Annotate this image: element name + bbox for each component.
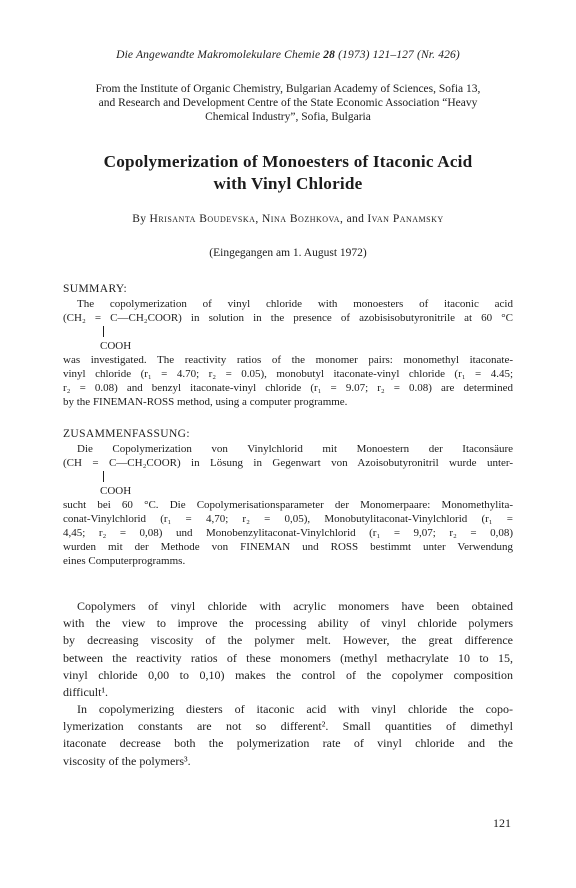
title-line: with Vinyl Chloride — [213, 174, 363, 193]
title-line: Copolymerization of Monoesters of Itaconic Acid — [103, 152, 473, 171]
formula-cooh: COOH — [100, 485, 132, 497]
zusammenfassung-abstract — [63, 442, 513, 568]
abstract-line: was investigated. The reactivity ratios of the monomer pairs: monomethyl itaconate- — [63, 354, 513, 366]
affiliation-line: From the Institute of Organic Chemistry, Bulgarian Academy of Sciences, Sofia 13, — [95, 83, 481, 95]
received-date: (Eingegangen am 1. August 1972) — [209, 247, 367, 259]
affiliation-line: and Research and Development Centre of the State Economic Association “Heavy — [98, 97, 478, 109]
abstract-line: 4,45; r₂ = 0,08) und Monobenzylitaconat-Vinylchlorid (r₁ = 9,07; r₂ = 0,08) — [63, 527, 513, 539]
author-name: Hrisanta Boudevska, — [149, 213, 259, 225]
summary-abstract — [63, 297, 513, 409]
abstract-line: r₂ = 0.08) and benzyl itaconate-vinyl chloride (r₁ = 9.07; r₂ = 0.08) are determined — [63, 382, 513, 394]
body-line: with the view to improve the processing ability of vinyl chloride polymers — [63, 616, 513, 631]
body-line: itaconate decrease both the polymerization rate of vinyl chloride and the — [63, 736, 513, 751]
abstract-line: vinyl chloride (r₁ = 4.70; r₂ = 0.05), monobutyl itaconate-vinyl chloride (r₁ = 4.45; — [63, 368, 513, 380]
abstract-line: eines Computerprogramms. — [63, 555, 186, 567]
formula-substituent — [63, 339, 513, 353]
summary-heading: SUMMARY: — [63, 283, 128, 295]
abstract-line: sucht bei 60 °C. Die Copolymerisationsparameter der Monomerpaare: Monomethylita- — [63, 499, 513, 511]
formula-cooh: COOH — [100, 340, 132, 352]
body-line: Copolymers of vinyl chloride with acrylic monomers have been obtained — [77, 599, 513, 613]
journal-volume: 28 — [323, 49, 336, 61]
zusammenfassung-heading: ZUSAMMENFASSUNG: — [63, 428, 190, 440]
formula-bond — [103, 471, 104, 482]
abstract-line: (CH₂ = C—CH₂COOR) in solution in the presence of azobisisobutyronitrile at 60 °C — [63, 312, 513, 324]
formula-branch — [63, 470, 513, 484]
affiliation-line: Chemical Industry”, Sofia, Bulgaria — [205, 111, 371, 123]
formula-substituent — [63, 484, 513, 498]
body-line: viscosity of the polymers³. — [63, 753, 191, 768]
paper-title — [63, 151, 513, 195]
affiliation — [63, 82, 513, 124]
body-line: lymerization constants are not so different². Small quantities of dimethyl — [63, 719, 513, 734]
formula-bond — [103, 326, 104, 337]
author-name: Ivan Panamsky — [367, 213, 444, 225]
abstract-line: Die Copolymerization von Vinylchlorid mit Monoestern der Itaconsäure — [77, 443, 513, 455]
abstract-line: conat-Vinylchlorid (r₁ = 4,70; r₂ = 0,05), Monobutylitaconat-Vinylchlorid (r₁ = — [63, 513, 513, 525]
abstract-line: by the FINEMAN-ROSS method, using a computer programme. — [63, 396, 348, 408]
journal-name: Die Angewandte Makromolekulare Chemie — [116, 49, 321, 61]
body-line: by decreasing viscosity of the polymer melt. However, the great difference — [63, 633, 513, 648]
journal-header — [63, 49, 513, 61]
body-paragraph-2 — [63, 701, 513, 770]
body-line: vinyl chloride 0,00 to 0,10) makes the control of the copolymer composition — [63, 667, 513, 682]
authors — [63, 213, 513, 225]
abstract-line: (CH = C—CH₂COOR) in Lösung in Gegenwart von Azoisobutyronitril wurde unter- — [63, 457, 513, 469]
abstract-line: The copolymerization of vinyl chloride with monoesters of itaconic acid — [77, 298, 513, 310]
authors-by: By — [132, 213, 147, 225]
body-paragraph-1 — [63, 598, 513, 701]
page-number: 121 — [493, 816, 511, 830]
author-name: Nina Bozhkova, — [261, 213, 344, 225]
formula-branch — [63, 325, 513, 339]
abstract-line: wurden mit der Methode von FINEMAN und ROSS bestimmt unter Verwendung — [63, 541, 513, 553]
body-line: difficult¹. — [63, 684, 109, 699]
body-line: In copolymerizing diesters of itaconic acid with vinyl chloride the copo- — [77, 702, 513, 716]
body-line: between the reactivity ratios of these monomers (methyl methacrylate 10 to 15, — [63, 650, 513, 665]
authors-and: and — [346, 213, 365, 225]
journal-issue: (1973) 121–127 (Nr. 426) — [338, 49, 460, 61]
